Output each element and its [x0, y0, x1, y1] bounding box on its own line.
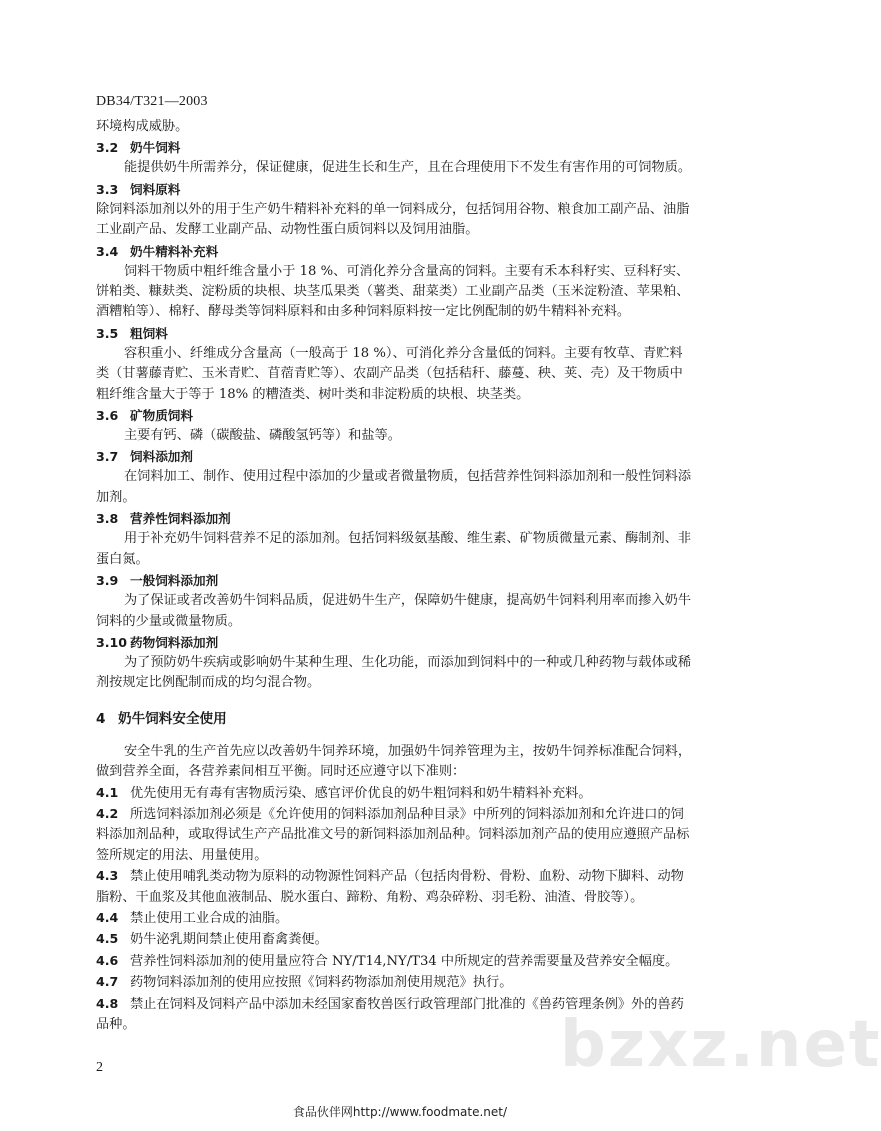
- clause-title: 粗饲料: [130, 325, 168, 341]
- item-number: 4.7: [96, 974, 119, 990]
- footer-link[interactable]: 食品伙伴网http://www.foodmate.net/: [292, 1105, 508, 1119]
- paragraph: [96, 426, 706, 446]
- clause-number: 3.5: [96, 325, 119, 341]
- item-text: 优先使用无有毒有害物质污染、感官评价优良的奶牛粗饲料和奶牛精料补充料。: [130, 785, 592, 801]
- clause-heading: [96, 570, 706, 591]
- item-text: 所选饲料添加剂必须是《允许使用的饲料添加剂品种目录》中所列的饲料添加剂和允许进口的饲: [130, 806, 684, 822]
- list-item-line: 脂粉、干血浆及其他血液制品、脱水蛋白、蹄粉、角粉、鸡杂碎粉、羽毛粉、油渣、骨胶等）。: [96, 889, 644, 905]
- paragraph: [96, 344, 706, 405]
- paragraph-line: 能提供奶牛所需养分，保证健康，促进生长和生产，且在合理使用下不发生有害作用的可饲物质。: [124, 160, 692, 176]
- section-number: 4: [96, 710, 106, 727]
- paragraph-line: 加剂。: [96, 489, 136, 505]
- item-number: 4.6: [96, 952, 119, 968]
- list-item-line: 料添加剂品种，或取得试生产产品批准文号的新饲料添加剂品种。饲料添加剂产品的使用应遵照产品标: [96, 827, 690, 843]
- list-item: [96, 951, 706, 972]
- paragraph: [96, 262, 706, 323]
- item-number: 4.8: [96, 995, 119, 1011]
- paragraph-line: 除饲料添加剂以外的用于生产奶牛精料补充料的单一饲料成分，包括饲用谷物、粮食加工副产品、油脂: [96, 201, 690, 217]
- paragraph-line: 饲料干物质中粗纤维含量小于 18 %、可消化养分含量高的饲料。主要有禾本科籽实、豆科籽实、: [124, 263, 690, 279]
- section-title: 奶牛饲料安全使用: [118, 710, 227, 727]
- clause-title: 药物饲料添加剂: [130, 634, 219, 650]
- list-item: [96, 908, 706, 929]
- clause-heading: [96, 179, 706, 200]
- item-number: 4.4: [96, 909, 119, 925]
- document-code: DB34/T321—2003: [96, 94, 208, 109]
- clause-number: 3.8: [96, 511, 119, 527]
- item-text: 奶牛泌乳期间禁止使用畜禽粪便。: [130, 932, 328, 948]
- clause-number: 3.6: [96, 408, 119, 424]
- item-text: 禁止使用工业合成的油脂。: [130, 910, 289, 926]
- paragraph: [96, 117, 706, 137]
- clause-number: 3.2: [96, 140, 119, 156]
- item-text: 禁止在饲料及饲料产品中添加未经国家畜牧兽医行政管理部门批准的《兽药管理条例》外的兽药: [130, 996, 684, 1012]
- list-item: [96, 783, 706, 804]
- paragraph: [96, 742, 706, 783]
- clause-heading: [96, 632, 706, 653]
- paragraph: [96, 591, 706, 632]
- paragraph-line: 酒糟粕等）、棉籽、酵母类等饲料原料和由多种饲料原料按一定比例配制的奶牛精料补充料。: [96, 304, 631, 320]
- list-item: [96, 804, 706, 866]
- paragraph-line: 剂按规定比例配制而成的均匀混合物。: [96, 675, 321, 691]
- paragraph-line: 工业副产品、发酵工业副产品、动物性蛋白质饲料以及饲用油脂。: [96, 222, 479, 238]
- clause-number: 3.7: [96, 449, 119, 465]
- paragraph-line: 做到营养全面，各营养素间相互平衡。同时还应遵守以下准则：: [96, 764, 466, 780]
- list-item: [96, 866, 706, 908]
- watermark: bzxz.net: [560, 1008, 881, 1082]
- list-item-first-line: [96, 783, 706, 804]
- clause-heading: [96, 446, 706, 467]
- clause-heading: [96, 405, 706, 426]
- clause-title: 奶牛精料补充料: [130, 243, 219, 259]
- item-text: 禁止使用哺乳类动物为原料的动物源性饲料产品（包括肉骨粉、骨粉、血粉、动物下脚料、动物: [130, 869, 684, 885]
- clause-title: 矿物质饲料: [130, 408, 193, 424]
- paragraph-line: 用于补充奶牛饲料营养不足的添加剂。包括饲料级氨基酸、维生素、矿物质微量元素、酶制剂、非: [124, 531, 692, 547]
- list-item-line: 签所规定的用法、用量使用。: [96, 847, 268, 863]
- clause-heading: [96, 137, 706, 158]
- clause-number: 3.9: [96, 573, 119, 589]
- paragraph-line: 饼粕类、糠麸类、淀粉质的块根、块茎瓜果类（薯类、甜菜类）工业副产品类（玉米淀粉渣、苹果粕、: [96, 284, 690, 300]
- paragraph-line: 容积重小、纤维成分含量高（一般高于 18 %）、可消化养分含量低的饲料。主要有牧草、青贮料: [124, 345, 683, 361]
- list-item-first-line: [96, 951, 706, 972]
- paragraph: [96, 158, 706, 178]
- document-body: [96, 117, 706, 1035]
- list-item-line: 品种。: [96, 1017, 136, 1032]
- list-item-first-line: [96, 908, 706, 929]
- paragraph-line: 为了预防奶牛疾病或影响奶牛某种生理、生化功能，而添加到饲料中的一种或几种药物与载体或稀: [124, 654, 692, 670]
- item-number: 4.2: [96, 805, 119, 821]
- item-number: 4.3: [96, 868, 119, 884]
- paragraph: [96, 467, 706, 508]
- paragraph-line: 蛋白氮。: [96, 551, 149, 567]
- clause-title: 奶牛饲料: [130, 140, 181, 156]
- clause-title: 一般饲料添加剂: [130, 573, 219, 589]
- list-item-first-line: [96, 972, 706, 993]
- clause-title: 饲料添加剂: [130, 449, 193, 465]
- paragraph: [96, 200, 706, 241]
- paragraph-line: 粗纤维含量大于等于 18% 的糟渣类、树叶类和非淀粉质的块根、块茎类。: [96, 386, 530, 402]
- paragraph-line: 主要有钙、磷（碳酸盐、磷酸氢钙等）和盐等。: [124, 428, 401, 444]
- clause-heading: [96, 323, 706, 344]
- item-number: 4.5: [96, 931, 119, 947]
- paragraph: [96, 529, 706, 570]
- paragraph-line: 安全牛乳的生产首先应以改善奶牛饲养环境，加强奶牛饲养管理为主，按奶牛饲养标准配合饲料，: [124, 743, 692, 759]
- page-number: 2: [96, 1060, 103, 1075]
- paragraph-line: 为了保证或者改善奶牛饲料品质，促进奶牛生产，保障奶牛健康，提高奶牛饲料利用率而掺入奶牛: [124, 593, 692, 609]
- list-item-first-line: [96, 929, 706, 950]
- paragraph: [96, 653, 706, 694]
- list-item: [96, 929, 706, 950]
- item-text: 营养性饲料添加剂的使用量应符合 NY/T14,NY/T34 中所规定的营养需要量及营养安全幅度。: [130, 953, 679, 969]
- paragraph-line: 饲料的少量或微量物质。: [96, 613, 242, 629]
- list-item-first-line: [96, 866, 706, 887]
- clause-number: 3.3: [96, 181, 119, 197]
- clause-title: 营养性饲料添加剂: [130, 511, 231, 527]
- paragraph-line: 类（甘薯藤青贮、玉米青贮、苜蓿青贮等）、农副产品类（包括秸秆、藤蔓、秧、荚、壳）及干物质中: [96, 366, 683, 382]
- section-heading: [96, 708, 706, 730]
- list-item: [96, 972, 706, 993]
- clause-number: 3.10: [96, 634, 128, 650]
- item-number: 4.1: [96, 784, 119, 800]
- clause-number: 3.4: [96, 243, 119, 259]
- list-item-first-line: [96, 804, 706, 825]
- clause-title: 饲料原料: [130, 181, 181, 197]
- clause-heading: [96, 508, 706, 529]
- paragraph-line: 在饲料加工、制作、使用过程中添加的少量或者微量物质，包括营养性饲料添加剂和一般性饲料添: [124, 469, 692, 485]
- clause-heading: [96, 241, 706, 262]
- item-text: 药物饲料添加剂的使用应按照《饲料药物添加剂使用规范》执行。: [130, 975, 513, 991]
- paragraph-line: 环境构成威胁。: [96, 119, 189, 134]
